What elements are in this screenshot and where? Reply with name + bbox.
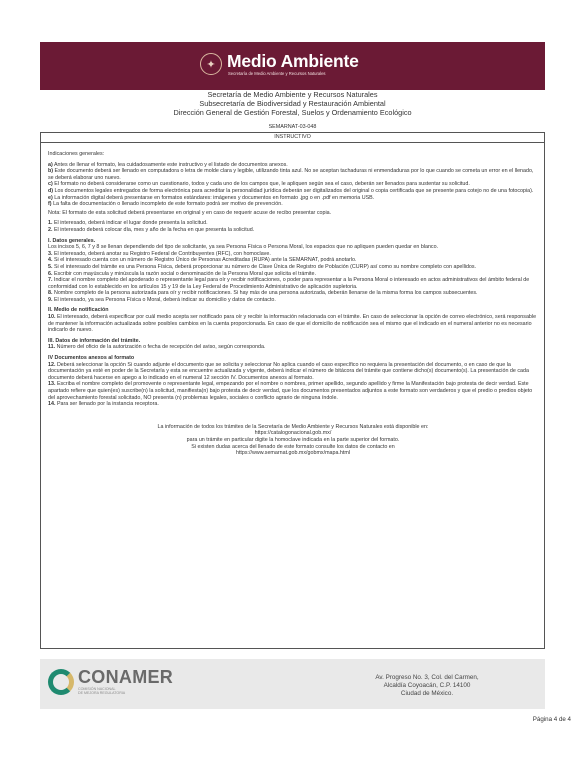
contact-block — [48, 424, 538, 457]
general-item-b: b) Este documento deberá ser llenado en computadora o letra de molde clara y legible, utilizando tinta azul. No se aceptan tachaduras ni enmendaduras por lo que cuando se cometa un error en el llenado, se deberá elaborar uno nuevo. — [48, 168, 534, 181]
logo-subtitle: Secretaría de Medio Ambiente y Recursos Naturales — [228, 71, 326, 76]
instruction-item — [48, 362, 538, 382]
mexican-seal-icon: ✦ — [200, 53, 222, 75]
instruction-number: 12. — [48, 361, 56, 368]
conamer-logo-icon — [48, 669, 74, 695]
instruction-item — [48, 381, 538, 401]
instruction-item — [48, 297, 538, 304]
box-title: INSTRUCTIVO — [41, 133, 544, 143]
contact-line-4: Si existen dudas acerca del llenado de este formato consulte los datos de contacto en — [191, 443, 395, 450]
section-3-items — [48, 344, 538, 351]
instruction-text: Deberá seleccionar la opción Si cuando adjunte el documento que se solicita y seleccionar No aplica cuando el caso específico no requiera la presentación del documento, o en caso de que la documentación ya esté en poder de la Secretaría y esta se encuentre actualizada y vigente, deberá indicar el número de bitácora del trámite que contiene dicho(s) documento(s). La presentación de cada documento deberá hacerse en apego a lo indicado en el numeral 12 sección IV. Documentos anexos al formato. — [48, 361, 529, 381]
instruction-text: Número del oficio de la autorización o fecha de recepción del aviso, según corresponda. — [56, 344, 266, 351]
section-1-items — [48, 251, 538, 304]
instruction-number: 3. — [48, 250, 53, 257]
general-item-a: a) Antes de llenar el formato, lea cuidadosamente este instructivo y el listado de documentos anexos. — [48, 161, 288, 168]
page-number: Página 4 de 4 — [532, 716, 571, 723]
form-code: SEMARNAT-03-048 — [268, 124, 317, 130]
instruction-text: Si el interesado del trámite es una Persona Física, deberá proporcionar su número de Clave Única de Registro de Población (CURP) así como su nombre completo con apellidos. — [53, 263, 477, 270]
instruction-item — [48, 227, 538, 234]
section-3-heading: III. Datos de información del trámite. — [48, 337, 141, 344]
section-1-intro: Los incisos 5, 6, 7 y 8 se llenan dependiendo del tipo de solicitante, ya sea Persona Física o Persona Moral, los espacios que no apliquen pueden quedar en blanco. — [48, 244, 439, 251]
instruction-number: 4. — [48, 257, 53, 264]
instruction-item — [48, 277, 538, 290]
instruction-item — [48, 271, 538, 278]
instruction-text: Para ser llenado por la instancia receptora. — [56, 401, 159, 408]
instruction-text: El interesado, deberá anotar su Registro Federal de Contribuyentes (RFC), con homoclave. — [53, 250, 271, 257]
instruction-number: 13. — [48, 381, 56, 388]
general-note: Nota: El formato de esta solicitud deberá presentarse en original y en caso de requerir acuse de recibo presentar copia. — [48, 209, 332, 216]
agency-line-3: Dirección General de Gestión Forestal, Suelos y Ordenamiento Ecológico — [173, 108, 412, 117]
conamer-sub-2: DE MEJORA REGULATORIA — [78, 691, 126, 696]
instruction-text: Escriba el nombre completo del promovente o representante legal, empezando por el nombre o nombres, primer apellido, segundo apellido y firme la Manifestación bajo protesta de decir verdad. Este apartado refiere que quien(es) suscribe(n) la solicitud, manifiesta(n) bajo protesta de decir verdad, que los documentos presentados adjuntos a este formato son verdaderos y que el predio o predios objeto del aprovechamiento forestal solicitado, NO presenta (n) problemas legales, sociales o conflicto agrario de ninguna índole. — [48, 381, 533, 401]
section-2-heading: II. Medio de notificación — [48, 307, 109, 314]
contact-line-3: para un trámite en particular digite la homoclave indicada en la parte superior del formato. — [186, 436, 400, 443]
instruction-text: Nombre completo de la persona autorizada para oír y recibir notificaciones. Si hay más de una persona autorizada, deberán llenarse de la misma forma los campos subsecuentes. — [53, 290, 478, 297]
agency-line-1: Secretaría de Medio Ambiente y Recursos Naturales — [207, 90, 378, 99]
instructions-box — [40, 132, 545, 649]
instruction-item — [48, 290, 538, 297]
instruction-number: 11. — [48, 344, 56, 351]
address-line-3: Ciudad de México. — [400, 690, 454, 698]
conamer-text — [78, 668, 173, 695]
logo-title: Medio Ambiente — [227, 51, 359, 71]
contact-map-link[interactable]: https://www.semarnat.gob.mx/gobmx/mapa.html — [235, 450, 351, 457]
instruction-text: El interesado deberá colocar día, mes y año de la fecha en que presenta la solicitud. — [53, 226, 255, 233]
section-1-heading: I. Datos generales. — [48, 237, 96, 244]
medio-ambiente-logo — [200, 49, 359, 79]
instruction-number: 8. — [48, 290, 53, 297]
general-item-f: f) La falta de documentación o llenado incompleto de este formato podrá ser motivo de prevención. — [48, 201, 283, 208]
address-line-1: Av. Progreso No. 3, Col. del Carmen, — [375, 674, 479, 681]
instructions-content — [48, 151, 538, 457]
instruction-item — [48, 344, 538, 351]
logo-text — [227, 52, 359, 76]
general-heading: Indicaciones generales: — [48, 151, 105, 157]
instruction-number: 5. — [48, 263, 53, 270]
instruction-text: Indicar el nombre completo del apoderado o representante legal para oír y recibir notificaciones, o poder para representar a la Persona Moral o interesado en actos administrativos del ámbito federal de conformidad con lo establecido en los artículos 15 y 19 de la Ley Federal de Procedimiento Administrativo de aplicación supletoria. — [48, 277, 530, 290]
conamer-name: CONAMER — [78, 667, 174, 687]
general-item-e: e) La información digital deberá presentarse en formatos estándares: imágenes y documentos en formato .jpg o en .pdf en memoria USB. — [48, 194, 375, 201]
instruction-text: Escribir con mayúscula y minúscula la razón social o denominación de la Persona Moral que solicita el trámite. — [53, 270, 316, 277]
instruction-number: 9. — [48, 296, 53, 303]
items-top — [48, 220, 538, 233]
instruction-text: Si el interesado cuenta con un número de Registro Único de Personas Acreditadas (RUPA) ante la SEMARNAT, podrá anotarlo. — [53, 257, 357, 264]
contact-line-1: La información de todos los trámites de la Secretaría de Medio Ambiente y Recursos Naturales está disponible en: — [157, 423, 429, 430]
instruction-number: 6. — [48, 270, 53, 277]
conamer-logo — [48, 668, 173, 695]
general-item-d: d) Los documentos legales entregados de forma electrónica para acreditar la personalidad jurídica deberán ser digitalizados del original o copia certificada que se presente para cotejo no de una fotocopia). — [48, 187, 534, 194]
instruction-item — [48, 401, 538, 408]
footer-address — [352, 674, 502, 699]
agency-line-2: Subsecretaría de Biodiversidad y Restauración Ambiental — [199, 99, 386, 108]
section-4-heading: IV Documentos anexos al formato — [48, 355, 135, 362]
instruction-item — [48, 257, 538, 264]
instruction-number: 7. — [48, 277, 53, 284]
instruction-text: El interesado, deberá indicar el lugar donde presenta la solicitud. — [53, 220, 208, 227]
instruction-item — [48, 314, 538, 334]
agency-block — [40, 90, 545, 117]
instruction-item — [48, 264, 538, 271]
instruction-item — [48, 220, 538, 227]
instruction-number: 2. — [48, 226, 53, 233]
conamer-sub-1: COMISIÓN NACIONAL — [78, 687, 116, 691]
instruction-number: 14. — [48, 401, 56, 408]
section-2-items — [48, 314, 538, 334]
instruction-text: El interesado, deberá especificar por cuál medio acepta ser notificado para oír y recibir la información relacionada con el trámite. En caso de seleccionar la opción de correo electrónico, será responsable de mantener la información actualizada sobre posibles cambios en la cuenta proporcionada. En caso de que el domicilio de notificación sea el mismo que el indicado en el numeral anterior no es necesario indicarlo de nuevo. — [48, 314, 537, 334]
general-item-c: c) El formato no deberá considerarse como un cuestionario, todos y cada uno de los campos que, le apliquen según sea el caso, deberán ser llenados para sustentar su solicitud. — [48, 181, 470, 188]
catalog-link[interactable]: https://catalogonacional.gob.mx/ — [254, 430, 332, 437]
instruction-text: El interesado, ya sea Persona Física o Moral, deberá indicar su domicilio y datos de contacto. — [53, 296, 276, 303]
section-4-items — [48, 362, 538, 408]
instruction-number: 1. — [48, 220, 53, 227]
address-line-2: Alcaldía Coyoacán, C.P. 14100 — [383, 682, 471, 690]
instruction-number: 10. — [48, 314, 56, 321]
